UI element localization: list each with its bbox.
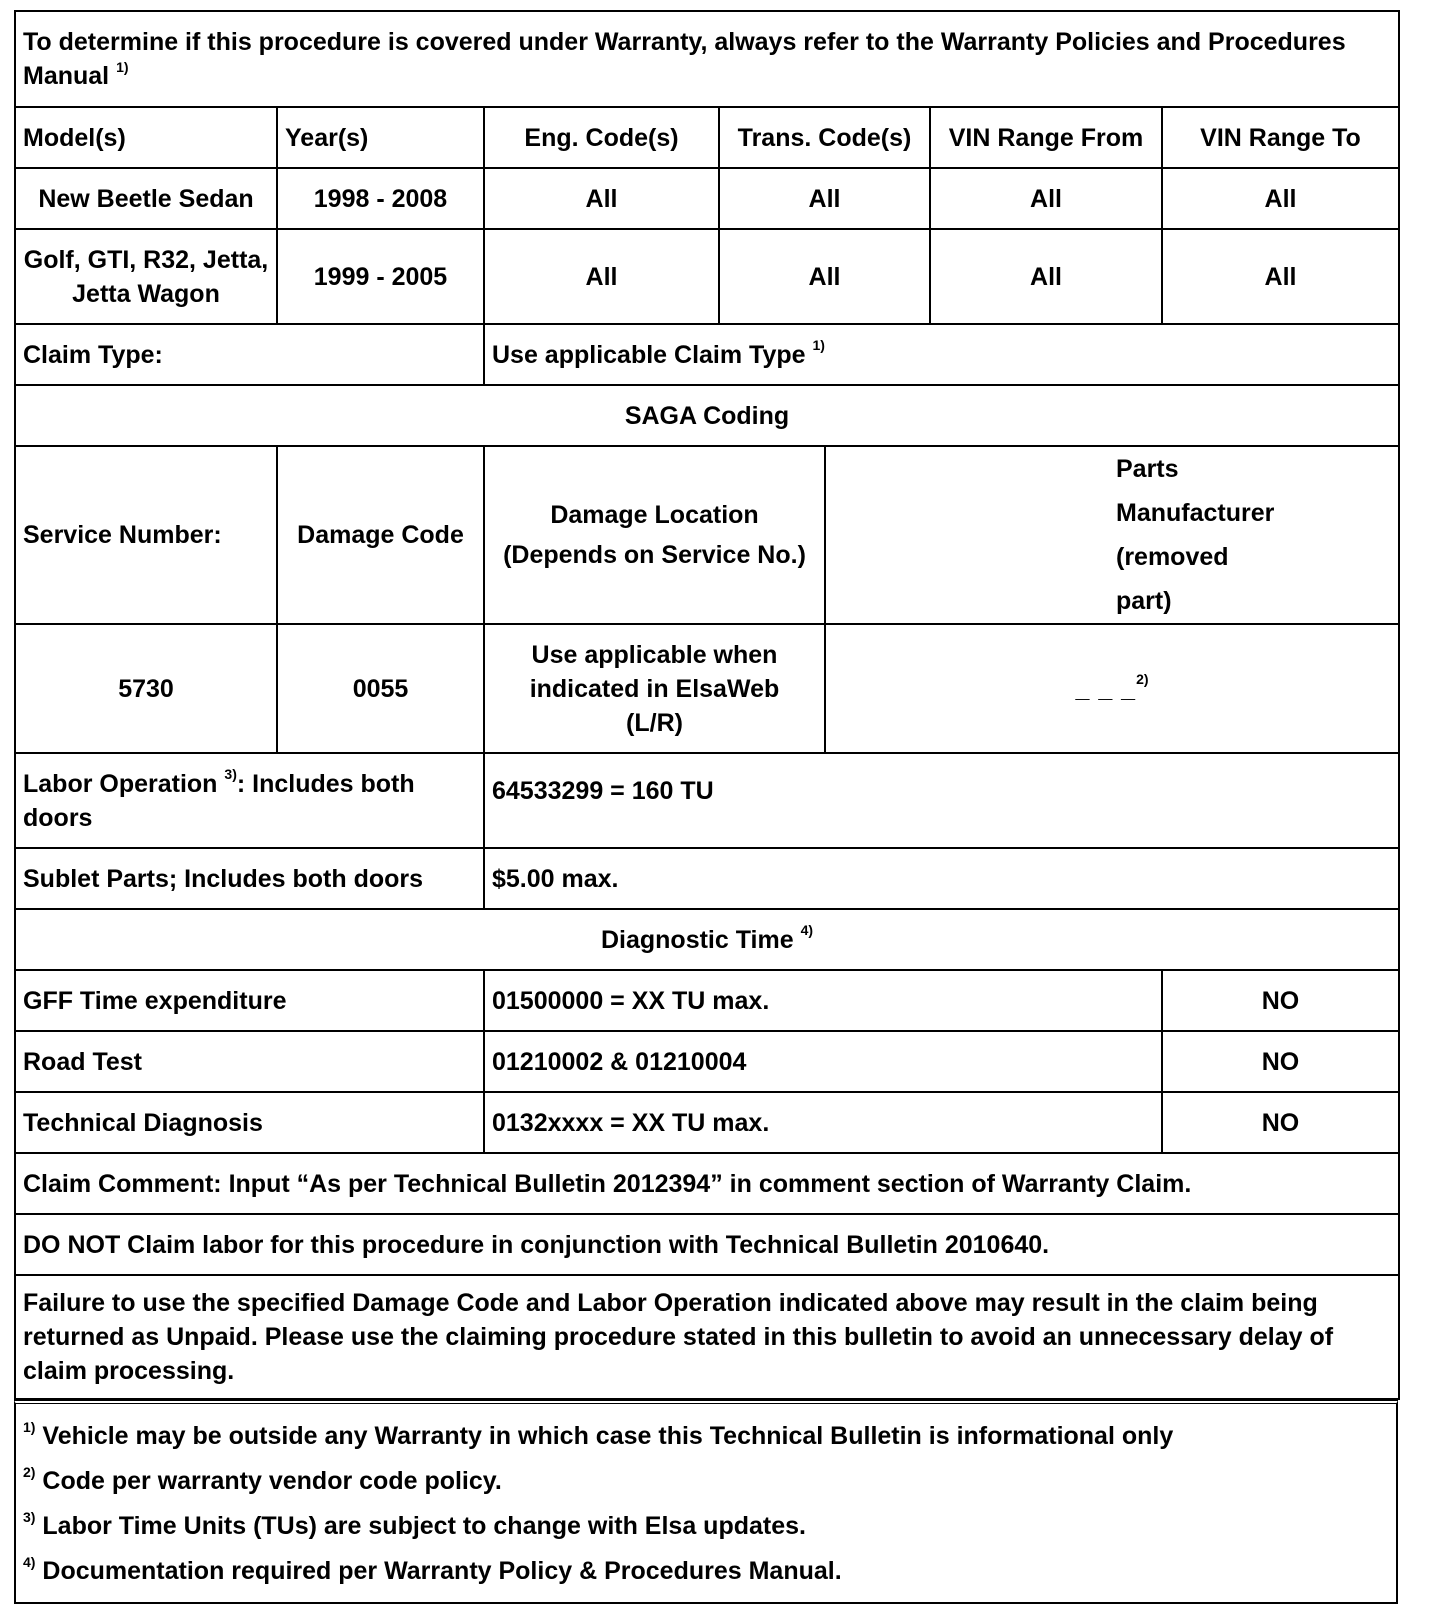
- diagnostic-flag: NO: [1162, 1031, 1399, 1092]
- footnote-mark: 2): [23, 1463, 36, 1480]
- saga-header-row: [15, 446, 1399, 624]
- diagnostic-title-row: [15, 909, 1399, 970]
- labor-label-post: : Includes both doors: [23, 769, 415, 832]
- saga-header-damage-location: Damage Location (Depends on Service No.): [484, 446, 825, 624]
- saga-parts-manufacturer: [825, 624, 1399, 753]
- warranty-table: [14, 10, 1400, 1400]
- do-not-claim: DO NOT Claim labor for this procedure in conjunction with Technical Bulletin 2010640.: [15, 1214, 1399, 1275]
- years-cell: 1999 - 2005: [277, 229, 484, 324]
- vin-to-cell: All: [1162, 168, 1399, 229]
- diagnostic-footnote-mark: 4): [800, 922, 814, 939]
- diagnostic-code: 01210002 & 01210004: [484, 1031, 1162, 1092]
- footnote: [23, 1459, 1389, 1504]
- footnote-text: Labor Time Units (TUs) are subject to change with Elsa updates.: [35, 1512, 806, 1540]
- vin-to-cell: All: [1162, 229, 1399, 324]
- header-vin-from: VIN Range From: [930, 107, 1162, 168]
- diagnostic-label: GFF Time expenditure: [15, 970, 484, 1031]
- labor-value: 64533299 = 160 TU: [484, 753, 1399, 848]
- model-row: [15, 168, 1399, 229]
- intro-footnote-mark: 1): [116, 58, 129, 75]
- labor-footnote-mark: 3): [224, 766, 237, 783]
- sublet-row: [15, 848, 1399, 909]
- diagnostic-code: 0132xxxx = XX TU max.: [484, 1092, 1162, 1153]
- diagnostic-title-cell: [15, 909, 1399, 970]
- footnote-mark: 1): [23, 1418, 36, 1435]
- saga-header-service-number: Service Number:: [15, 446, 277, 624]
- claim-type-footnote-mark: 1): [812, 337, 825, 354]
- labor-label: [15, 753, 484, 848]
- diagnostic-row: [15, 1092, 1399, 1153]
- footnote-text: Code per warranty vendor code policy.: [35, 1467, 502, 1495]
- footnote-text: Documentation required per Warranty Policy & Procedures Manual.: [35, 1557, 842, 1585]
- parts-manufacturer-blank: _ _ _: [1075, 674, 1137, 703]
- saga-damage-location: Use applicable when indicated in ElsaWeb (L/R): [484, 624, 825, 753]
- diagnostic-row: [15, 970, 1399, 1031]
- labor-label-pre: Labor Operation: [23, 769, 218, 798]
- footnote-text: Vehicle may be outside any Warranty in which case this Technical Bulletin is informational only: [35, 1422, 1174, 1450]
- diagnostic-label: Technical Diagnosis: [15, 1092, 484, 1153]
- saga-title: SAGA Coding: [15, 385, 1399, 446]
- claim-comment-row: [15, 1153, 1399, 1214]
- model-cell: New Beetle Sedan: [15, 168, 277, 229]
- saga-damage-code: 0055: [277, 624, 484, 753]
- vin-from-cell: All: [930, 168, 1162, 229]
- labor-row: [15, 753, 1399, 848]
- footnote-mark: 4): [23, 1553, 36, 1570]
- footnote-mark: 3): [23, 1508, 36, 1525]
- footnote: [23, 1504, 1389, 1549]
- eng-code-cell: All: [484, 168, 719, 229]
- claim-type-label: Claim Type:: [15, 324, 484, 385]
- claim-type-text: Use applicable Claim Type: [492, 340, 806, 369]
- diagnostic-code: 01500000 = XX TU max.: [484, 970, 1162, 1031]
- header-trans-codes: Trans. Code(s): [719, 107, 930, 168]
- eng-code-cell: All: [484, 229, 719, 324]
- diagnostic-flag: NO: [1162, 970, 1399, 1031]
- header-vin-to: VIN Range To: [1162, 107, 1399, 168]
- sublet-label: Sublet Parts; Includes both doors: [15, 848, 484, 909]
- diagnostic-flag: NO: [1162, 1092, 1399, 1153]
- parts-footnote-mark: 2): [1136, 671, 1149, 688]
- header-models: Model(s): [15, 107, 277, 168]
- saga-header-damage-code: Damage Code: [277, 446, 484, 624]
- trans-code-cell: All: [719, 229, 930, 324]
- failure-note: Failure to use the specified Damage Code and Labor Operation indicated above may result in the claim being returned as Unpaid. Please use the claiming procedure stated in this bulletin to avoid an unnecessary delay of claim processing.: [15, 1275, 1399, 1399]
- model-header-row: [15, 107, 1399, 168]
- claim-type-value: [484, 324, 1399, 385]
- intro-text: To determine if this procedure is covered under Warranty, always refer to the Warranty Policies and Procedures Manual: [23, 28, 1346, 90]
- intro-cell: [15, 11, 1399, 107]
- years-cell: 1998 - 2008: [277, 168, 484, 229]
- diagnostic-title: Diagnostic Time: [600, 925, 794, 954]
- intro-row: [15, 11, 1399, 107]
- diagnostic-label: Road Test: [15, 1031, 484, 1092]
- trans-code-cell: All: [719, 168, 930, 229]
- do-not-claim-row: [15, 1214, 1399, 1275]
- footnotes: [14, 1400, 1398, 1604]
- model-row: [15, 229, 1399, 324]
- header-years: Year(s): [277, 107, 484, 168]
- claim-comment: Claim Comment: Input “As per Technical Bulletin 2012394” in comment section of Warranty Claim.: [15, 1153, 1399, 1214]
- sublet-value: $5.00 max.: [484, 848, 1399, 909]
- model-cell: Golf, GTI, R32, Jetta, Jetta Wagon: [15, 229, 277, 324]
- failure-note-row: [15, 1275, 1399, 1399]
- saga-title-row: [15, 385, 1399, 446]
- diagnostic-row: [15, 1031, 1399, 1092]
- footnote: [23, 1549, 1389, 1594]
- warranty-document: [14, 10, 1398, 1604]
- claim-type-row: [15, 324, 1399, 385]
- footnote: [23, 1414, 1389, 1459]
- saga-service-number: 5730: [15, 624, 277, 753]
- vin-from-cell: All: [930, 229, 1162, 324]
- header-eng-codes: Eng. Code(s): [484, 107, 719, 168]
- saga-data-row: [15, 624, 1399, 753]
- saga-header-parts-manufacturer: Parts Manufacturer (removed part): [825, 446, 1399, 624]
